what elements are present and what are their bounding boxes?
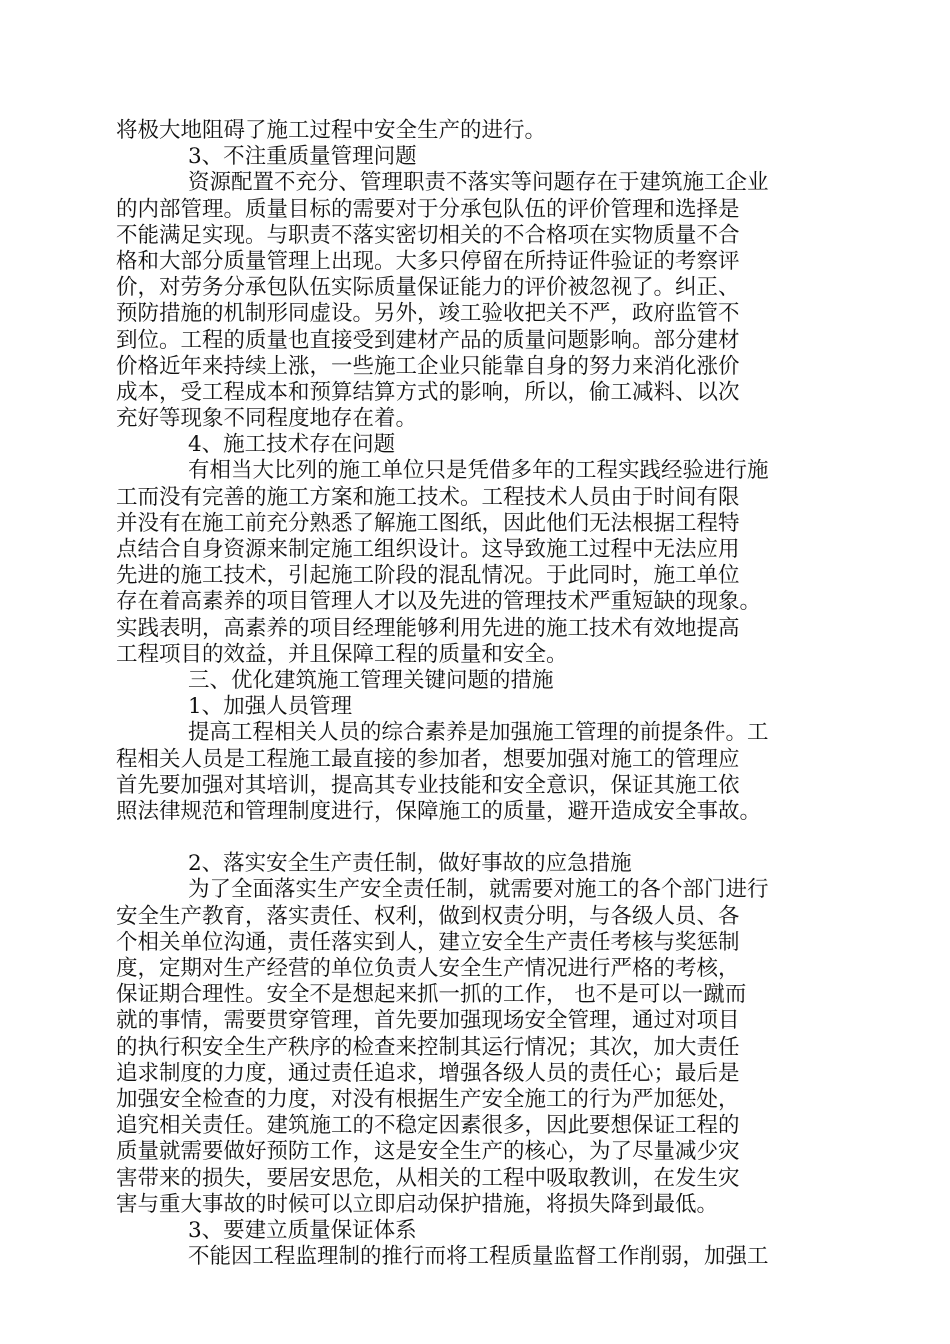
text-line: 程相关人员是工程施工最直接的参加者，想要加强对施工的管理应	[116, 746, 740, 772]
text-line: 追究相关责任。建筑施工的不稳定因素很多，因此要想保证工程的	[116, 1113, 740, 1139]
text-line: 追求制度的力度，通过责任追求，增强各级人员的责任心；最后是	[116, 1060, 740, 1086]
text-line: 工而没有完善的施工方案和施工技术。工程技术人员由于时间有限	[116, 484, 740, 510]
text-line: 价，对劳务分承包队伍实际质量保证能力的评价被忽视了。纠正、	[116, 275, 740, 301]
text-line: 就的事情，需要贯穿管理，首先要加强现场安全管理，通过对项目	[116, 1008, 740, 1034]
text-line: 个相关单位沟通，责任落实到人，建立安全生产责任考核与奖惩制	[116, 929, 740, 955]
text-line: 3、不注重质量管理问题	[188, 144, 417, 170]
text-line: 保证期合理性。安全不是想起来抓一抓的工作， 也不是可以一蹴而	[116, 982, 747, 1008]
text-line: 害带来的损失，要居安思危，从相关的工程中吸取教训，在发生灾	[116, 1165, 740, 1191]
text-line: 不能满足实现。与职责不落实密切相关的不合格项在实物质量不合	[116, 222, 740, 248]
text-line: 度，定期对生产经营的单位负责人安全生产情况进行严格的考核，	[116, 956, 740, 981]
text-line: 照法律规范和管理制度进行，保障施工的质量，避开造成安全事故。	[116, 798, 762, 824]
text-line: 提高工程相关人员的综合素养是加强施工管理的前提条件。工	[188, 720, 769, 746]
text-line: 存在着高素养的项目管理人才以及先进的管理技术严重短缺的现象。	[116, 589, 762, 615]
text-line: 到位。工程的质量也直接受到建材产品的质量问题影响。部分建材	[116, 327, 740, 353]
text-line: 工程项目的效益，并且保障工程的质量和安全。	[116, 641, 568, 667]
text-line: 资源配置不充分、管理职责不落实等问题存在于建筑施工企业	[188, 170, 769, 196]
text-line: 质量就需要做好预防工作，这是安全生产的核心，为了尽量减少灾	[116, 1139, 740, 1165]
text-line: 1、加强人员管理	[188, 694, 353, 720]
text-line: 价格近年来持续上涨，一些施工企业只能靠自身的努力来消化涨价	[116, 353, 740, 379]
text-line: 的内部管理。质量目标的需要对于分承包队伍的评价管理和选择是	[116, 196, 740, 222]
text-line: 4、施工技术存在问题	[188, 432, 396, 458]
text-line: 加强安全检查的力度，对没有根据生产安全施工的行为严加惩处，	[116, 1086, 740, 1112]
text-line: 成本，受工程成本和预算结算方式的影响，所以，偷工减料、以次	[116, 379, 740, 405]
text-line: 不能因工程监理制的推行而将工程质量监督工作削弱，加强工	[188, 1244, 769, 1270]
text-line: 充好等现象不同程度地存在着。	[116, 406, 418, 432]
text-line: 预防措施的机制形同虚设。另外，竣工验收把关不严，政府监管不	[116, 301, 740, 327]
text-line: 3、要建立质量保证体系	[188, 1217, 417, 1243]
text-line: 害与重大事故的时候可以立即启动保护措施，将损失降到最低。	[116, 1191, 719, 1217]
text-line: 三、优化建筑施工管理关键问题的措施	[188, 667, 554, 693]
text-line: 有相当大比列的施工单位只是凭借多年的工程实践经验进行施	[188, 458, 769, 484]
text-line: 安全生产教育，落实责任、权利，做到权责分明，与各级人员、各	[116, 903, 740, 929]
text-line: 点结合自身资源来制定施工组织设计。这导致施工过程中无法应用	[116, 537, 740, 562]
document-body	[116, 118, 806, 1270]
text-line: 实践表明，高素养的项目经理能够利用先进的施工技术有效地提高	[116, 615, 740, 641]
text-line: 将极大地阻碍了施工过程中安全生产的进行。	[116, 118, 547, 143]
text-line: 为了全面落实生产安全责任制，就需要对施工的各个部门进行	[188, 877, 769, 903]
text-line: 首先要加强对其培训，提高其专业技能和安全意识，保证其施工依	[116, 772, 740, 798]
text-line: 先进的施工技术，引起施工阶段的混乱情况。于此同时，施工单位	[116, 563, 740, 589]
blank-line	[116, 825, 806, 851]
text-line: 格和大部分质量管理上出现。大多只停留在所持证件验证的考察评	[116, 248, 740, 274]
text-line: 并没有在施工前充分熟悉了解施工图纸，因此他们无法根据工程特	[116, 510, 740, 536]
text-line: 的执行积安全生产秩序的检查来控制其运行情况；其次，加大责任	[116, 1034, 740, 1060]
text-line: 2、落实安全生产责任制，做好事故的应急措施	[188, 851, 632, 877]
